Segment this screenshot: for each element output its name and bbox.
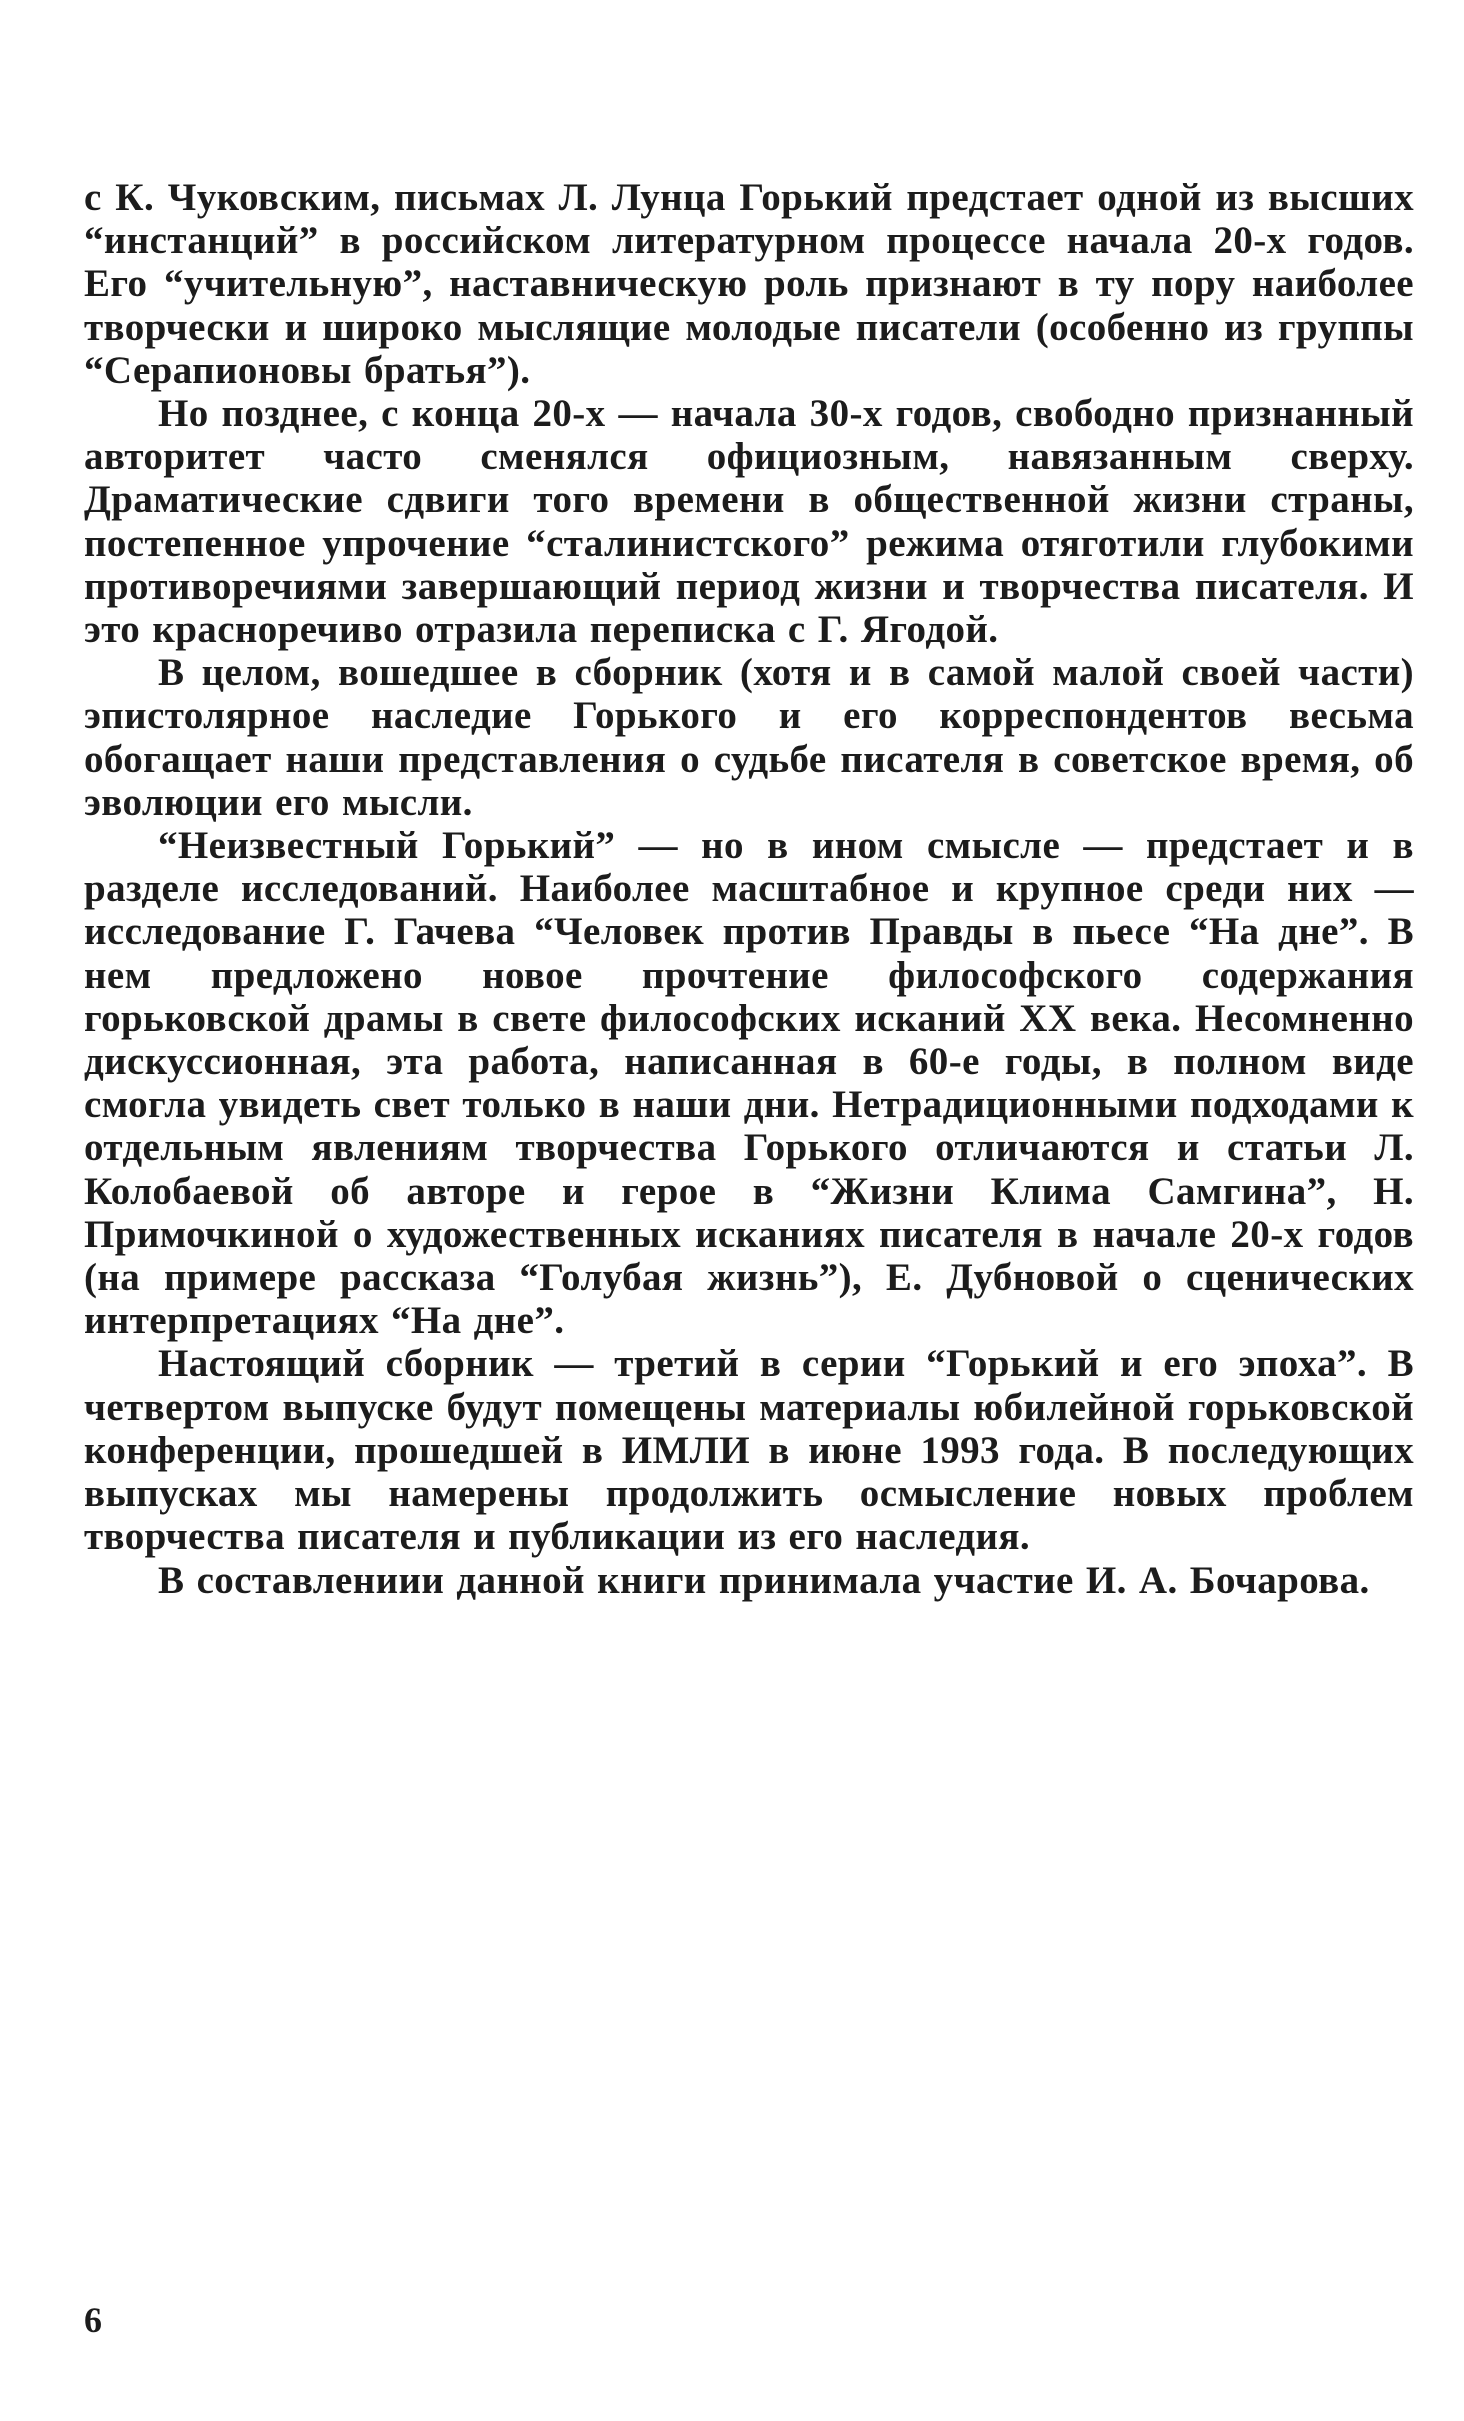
body-text: [84, 176, 1414, 1602]
paragraph-1: с К. Чуковским, письмах Л. Лунца Горький предстает одной из высших “инстанций” в российском литературном процессе начала 20-х годов. Его “учительную”, наставническую роль признают в ту пору наиболее творчески и широко мыслящие молодые писатели (особенно из группы “Серапионовы братья”).: [84, 176, 1414, 392]
paragraph-5: Настоящий сборник — третий в серии “Горький и его эпоха”. В четвертом выпуске будут помещены материалы юбилейной горьковской конференции, прошедшей в ИМЛИ в июне 1993 года. В последующих выпусках мы намерены продолжить осмысление новых проблем творчества писателя и публикации из его наследия.: [84, 1342, 1414, 1559]
paragraph-2: Но позднее, с конца 20-х — начала 30-х годов, свободно признанный авторитет часто сменялся официозным, навязанным сверху. Драматические сдвиги того времени в общественной жизни страны, постепенное упрочение “сталинистского” режима отяготили глубокими противоречиями завершающий период жизни и творчества писателя. И это красноречиво отразила переписка с Г. Ягодой.: [84, 392, 1414, 652]
paragraph-4: “Неизвестный Горький” — но в ином смысле — предстает и в разделе исследований. Наиболее масштабное и крупное среди них — исследование Г. Гачева “Человек против Правды в пьесе “На дне”. В нем предложено новое прочтение философского содержания горьковской драмы в свете философских исканий XX века. Несомненно дискуссионная, эта работа, написанная в 60-е годы, в полном виде смогла увидеть свет только в наши дни. Нетрадиционными подходами к отдельным явлениям творчества Горького отличаются и статьи Л. Колобаевой об авторе и герое в “Жизни Клима Самгина”, Н. Примочкиной о художественных исканиях писателя в начале 20-х годов (на примере рассказа “Голубая жизнь”), Е. Дубновой о сценических интерпретациях “На дне”.: [84, 824, 1414, 1343]
page-number: 6: [84, 2300, 102, 2340]
paragraph-3: В целом, вошедшее в сборник (хотя и в самой малой своей части) эпистолярное наследие Горького и его корреспондентов весьма обогащает наши представления о судьбе писателя в советское время, об эволюции его мысли.: [84, 651, 1414, 824]
paragraph-6: В составлениии данной книги принимала участие И. А. Бочарова.: [158, 1558, 1370, 1602]
